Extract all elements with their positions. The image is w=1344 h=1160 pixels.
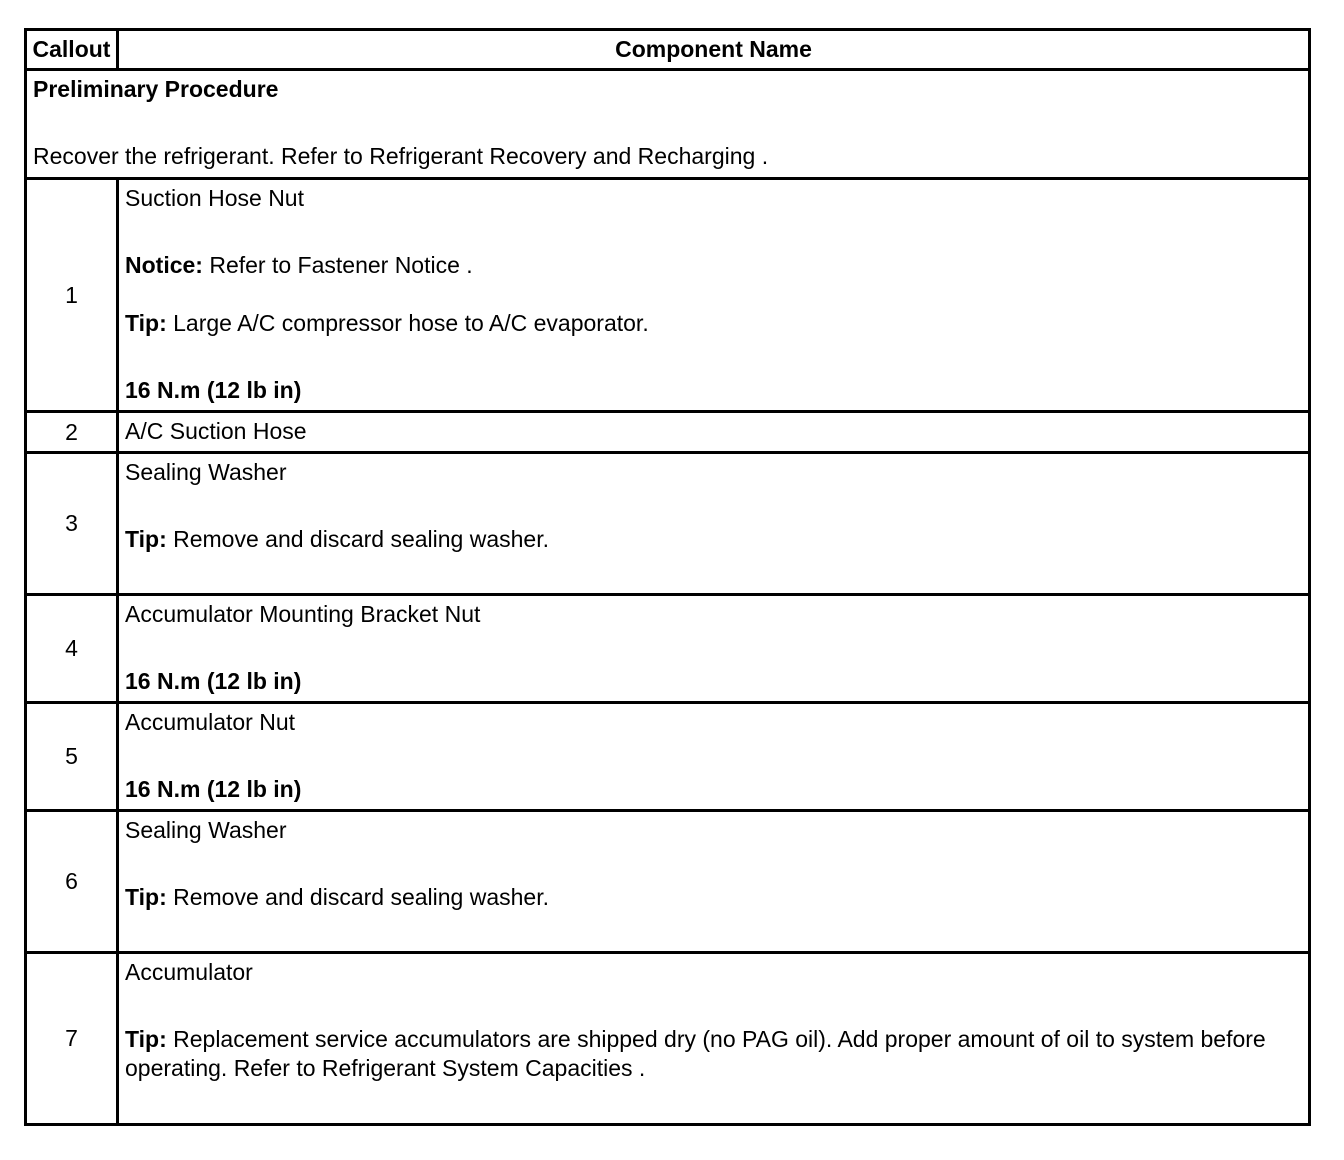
component-name: Accumulator Mounting Bracket Nut <box>125 601 481 627</box>
torque-spec: 16 N.m (12 lb in) <box>125 668 302 694</box>
callout-number: 6 <box>27 812 119 951</box>
component-name: Sealing Washer <box>125 817 287 843</box>
tip-text: Tip: Replacement service accumulators are shipped dry (no PAG oil). Add proper amount of oil to system before operating. Refer to Refrigerant System Capacities . <box>125 1026 1266 1081</box>
table-row <box>24 809 1311 954</box>
table-row <box>24 701 1311 812</box>
callout-header: Callout <box>27 31 119 68</box>
callout-number: 5 <box>27 704 119 809</box>
torque-spec: 16 N.m (12 lb in) <box>125 776 302 802</box>
component-name: Accumulator <box>125 959 253 985</box>
tip-text: Tip: Remove and discard sealing washer. <box>125 884 549 910</box>
tip-text: Tip: Remove and discard sealing washer. <box>125 526 549 552</box>
table-row <box>24 451 1311 596</box>
torque-spec: 16 N.m (12 lb in) <box>125 377 302 403</box>
table-row <box>24 593 1311 704</box>
table-row <box>24 410 1311 454</box>
callout-number: 1 <box>27 180 119 410</box>
notice-text: Notice: Refer to Fastener Notice . <box>125 252 473 278</box>
component-name: A/C Suction Hose <box>125 418 307 444</box>
tip-text: Tip: Large A/C compressor hose to A/C evaporator. <box>125 310 649 336</box>
callout-number: 2 <box>27 413 119 451</box>
callout-number: 7 <box>27 954 119 1123</box>
component-table <box>24 28 1311 1126</box>
component-name: Sealing Washer <box>125 459 287 485</box>
preliminary-row <box>24 68 1311 180</box>
component-name: Suction Hose Nut <box>125 185 304 211</box>
preliminary-title: Preliminary Procedure <box>33 76 279 102</box>
callout-number: 3 <box>27 454 119 593</box>
component-name-header: Component Name <box>615 36 812 62</box>
table-row <box>24 951 1311 1126</box>
table-row <box>24 177 1311 413</box>
component-name: Accumulator Nut <box>125 709 296 735</box>
callout-number: 4 <box>27 596 119 701</box>
table-header <box>24 28 1311 71</box>
preliminary-text: Recover the refrigerant. Refer to Refrigerant Recovery and Recharging . <box>33 143 769 169</box>
